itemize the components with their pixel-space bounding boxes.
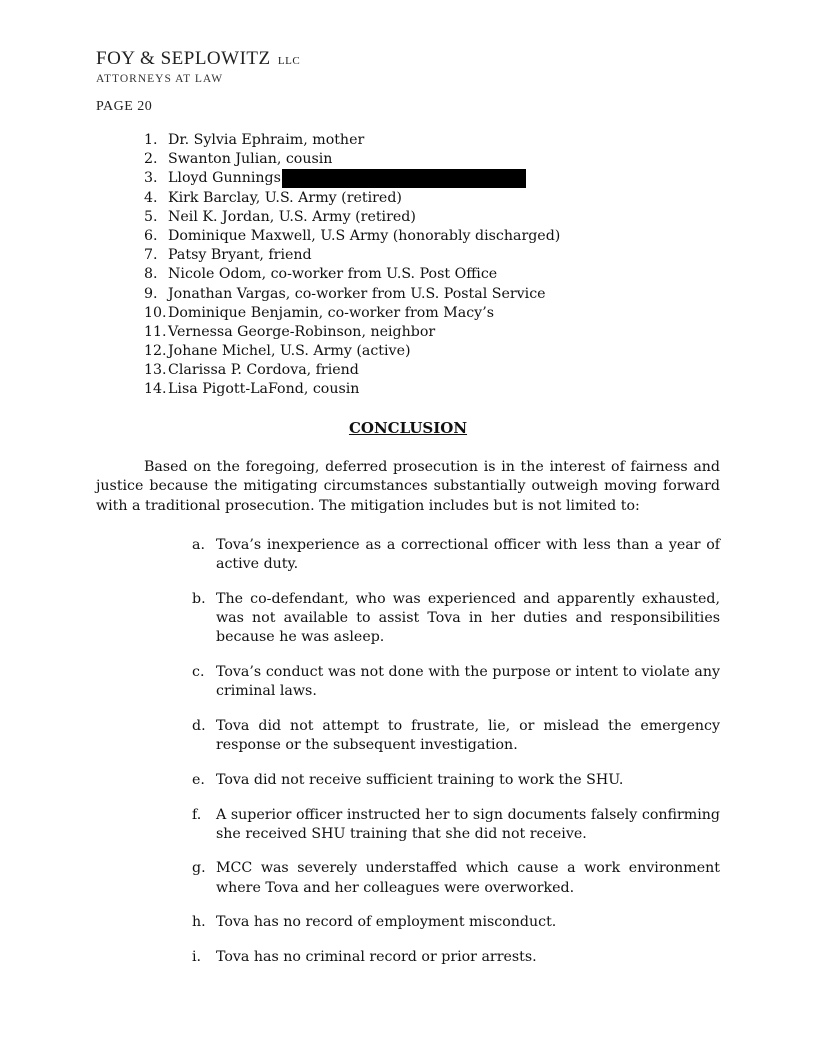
witness-item: [144, 131, 560, 150]
witness-text: Jonathan Vargas, co-worker from U.S. Postal Service: [168, 285, 546, 302]
firm-subtitle: ATTORNEYS AT LAW: [96, 73, 224, 85]
page-number: PAGE 20: [96, 99, 153, 114]
witness-text: Dr. Sylvia Ephraim, mother: [168, 132, 365, 148]
mitigation-item: [192, 913, 720, 932]
witness-item: [144, 323, 560, 342]
witness-text: Nicole Odom, co-worker from U.S. Post Office: [168, 266, 498, 283]
item-text: Tova has no criminal record or prior arrests.: [216, 949, 537, 966]
witness-number: 4.: [144, 189, 158, 206]
witness-number: 14.: [144, 381, 167, 398]
witness-number: 11.: [144, 323, 167, 340]
witness-text: Clarissa P. Cordova, friend: [168, 362, 359, 379]
witness-text: Vernessa George-Robinson, neighbor: [168, 323, 436, 340]
item-letter: b.: [192, 590, 206, 607]
mitigation-item: [192, 717, 720, 755]
witness-item: [144, 189, 560, 208]
item-text: A superior officer instructed her to sign documents falsely confirming she received SHU training that she did not receive.: [216, 806, 720, 842]
witness-text: Lisa Pigott-LaFond, cousin: [168, 381, 360, 398]
item-text: Tova’s conduct was not done with the purpose or intent to violate any criminal laws.: [216, 664, 720, 700]
conclusion-intro: Based on the foregoing, deferred prosecution is in the interest of fairness and justice because the mitigating circumstances substantially outweigh moving forward with a traditional prosecution. The mitigation includes but is not limited to:: [96, 459, 720, 514]
witness-text: Dominique Benjamin, co-worker from Macy’s: [168, 304, 494, 321]
witness-number: 1.: [144, 132, 158, 148]
item-letter: e.: [192, 771, 205, 788]
firm-name-line: [96, 48, 300, 72]
conclusion-heading: CONCLUSION: [348, 419, 468, 437]
item-text: The co-defendant, who was experienced and apparently exhausted, was not available to assist Tova in her duties and responsibilities because he was asleep.: [216, 590, 720, 646]
mitigation-item: [192, 948, 720, 967]
redaction-bar: [282, 169, 526, 188]
witness-item: [144, 361, 560, 380]
item-letter: a.: [192, 537, 205, 553]
item-text: Tova did not receive sufficient training to work the SHU.: [216, 771, 624, 788]
witness-item: [144, 304, 560, 323]
witness-number: 6.: [144, 227, 158, 244]
mitigation-list: [192, 536, 720, 983]
item-text: Tova has no record of employment misconduct.: [216, 914, 557, 931]
witness-number: 3.: [144, 170, 158, 187]
witness-list: [144, 131, 560, 400]
firm-name: FOY & SEPLOWITZ: [96, 48, 271, 69]
witness-text: Neil K. Jordan, U.S. Army (retired): [168, 208, 416, 225]
witness-number: 2.: [144, 151, 158, 168]
item-letter: f.: [192, 806, 202, 823]
witness-item: [144, 246, 560, 265]
witness-number: 8.: [144, 266, 158, 283]
item-letter: h.: [192, 914, 206, 931]
witness-text: Patsy Bryant, friend: [168, 247, 312, 264]
witness-number: 5.: [144, 208, 158, 225]
mitigation-item: [192, 771, 720, 790]
mitigation-item: [192, 536, 720, 574]
item-text: Tova did not attempt to frustrate, lie, or mislead the emergency response or the subsequent investigation.: [216, 717, 720, 754]
witness-item: [144, 169, 560, 188]
witness-number: 13.: [144, 362, 167, 379]
item-letter: i.: [192, 949, 202, 966]
mitigation-item: [192, 806, 720, 844]
witness-number: 9.: [144, 285, 158, 302]
witness-item: [144, 150, 560, 169]
witness-text: Dominique Maxwell, U.S Army (honorably discharged): [168, 227, 561, 244]
witness-number: 10.: [144, 304, 167, 321]
letterhead: [96, 48, 300, 86]
witness-item: [144, 265, 560, 284]
item-letter: g.: [192, 860, 206, 877]
item-text: Tova’s inexperience as a correctional officer with less than a year of active duty.: [216, 537, 720, 573]
witness-item: [144, 227, 560, 246]
witness-text: Swanton Julian, cousin: [168, 151, 333, 168]
item-text: MCC was severely understaffed which cause a work environment where Tova and her colleagues were overworked.: [216, 860, 720, 896]
witness-item: [144, 342, 560, 361]
witness-item: [144, 208, 560, 227]
witness-text: Johane Michel, U.S. Army (active): [168, 343, 411, 360]
firm-suffix: LLC: [277, 55, 301, 67]
item-letter: c.: [192, 664, 205, 681]
section-heading: [0, 419, 816, 437]
witness-number: 12.: [144, 343, 167, 360]
item-letter: d.: [192, 717, 206, 734]
witness-number: 7.: [144, 247, 158, 264]
mitigation-item: [192, 663, 720, 701]
mitigation-item: [192, 590, 720, 648]
mitigation-item: [192, 859, 720, 897]
witness-text: Lloyd Gunnings: [168, 170, 281, 187]
witness-item: [144, 285, 560, 304]
witness-item: [144, 380, 560, 399]
witness-text: Kirk Barclay, U.S. Army (retired): [168, 189, 402, 206]
